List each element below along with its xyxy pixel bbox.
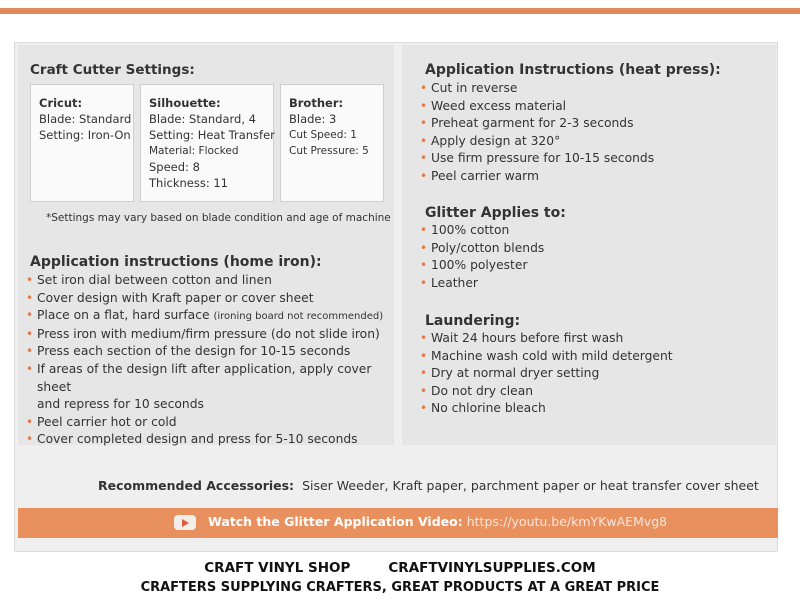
list-item: • No chlorine bleach (420, 400, 770, 418)
list-item-text: Place on a flat, hard surface (37, 308, 210, 323)
list-item: • Leather (420, 275, 770, 293)
list-item: • Use firm pressure for 10-15 seconds (420, 150, 770, 168)
list-item: • Do not dry clean (420, 383, 770, 401)
brother-line: Cut Pressure: 5 (289, 145, 369, 157)
list-item: • Cover completed design and press for 5-10 seconds (26, 431, 392, 449)
footer-site[interactable]: CRAFTVINYLSUPPLIES.COM (388, 560, 596, 576)
list-item (26, 307, 392, 326)
silhouette-line: Blade: Standard, 4 (149, 112, 256, 126)
silhouette-settings-box (140, 84, 274, 202)
list-item: • Press each section of the design for 10-15 seconds (26, 343, 392, 361)
recommended-accessories (98, 478, 759, 493)
brother-line: Cut Speed: 1 (289, 129, 357, 141)
silhouette-title: Silhouette: (149, 96, 221, 110)
heat-press-list (420, 80, 770, 186)
laundering-list (420, 330, 770, 418)
list-item-note: (ironing board not recommended) (213, 311, 384, 323)
glitter-heading: Glitter Applies to: (425, 205, 566, 221)
silhouette-line: Speed: 8 (149, 160, 200, 174)
video-label: Watch the Glitter Application Video: (208, 514, 463, 529)
list-item: • Set iron dial between cotton and linen (26, 272, 392, 290)
craft-cutter-heading: Craft Cutter Settings: (30, 62, 195, 78)
recommended-label: Recommended Accessories: (98, 478, 295, 493)
silhouette-line: Material: Flocked (149, 145, 239, 157)
video-bar (18, 508, 778, 538)
list-item: • Press iron with medium/firm pressure (do not slide iron) (26, 326, 392, 344)
video-link[interactable] (208, 514, 667, 529)
footer-tagline: CRAFTERS SUPPLYING CRAFTERS, GREAT PRODUCTS AT A GREAT PRICE (140, 580, 660, 595)
brother-title: Brother: (289, 96, 344, 110)
footer-shop-line (0, 560, 800, 576)
list-item: • Cut in reverse (420, 80, 770, 98)
recommended-text: Siser Weeder, Kraft paper, parchment paper or heat transfer cover sheet (302, 478, 759, 493)
top-stripe (0, 8, 800, 14)
home-iron-list (26, 272, 392, 449)
cricut-line: Blade: Standard (39, 112, 132, 126)
list-item: • Poly/cotton blends (420, 240, 770, 258)
cricut-line: Setting: Iron-On (39, 128, 131, 142)
list-item: • Apply design at 320° (420, 133, 770, 151)
list-item: • Weed excess material (420, 98, 770, 116)
list-item: • Preheat garment for 2-3 seconds (420, 115, 770, 133)
list-item-continuation: and repress for 10 seconds (37, 397, 204, 412)
list-item: • Cover design with Kraft paper or cover sheet (26, 290, 392, 308)
brother-line: Blade: 3 (289, 112, 337, 126)
cricut-settings-box (30, 84, 134, 202)
list-item: • Machine wash cold with mild detergent (420, 348, 770, 366)
cricut-title: Cricut: (39, 96, 83, 110)
silhouette-line: Setting: Heat Transfer (149, 128, 275, 142)
laundering-heading: Laundering: (425, 313, 521, 329)
list-item (26, 361, 392, 414)
list-item: • 100% polyester (420, 257, 770, 275)
list-item: • Peel carrier hot or cold (26, 414, 392, 432)
home-iron-heading: Application instructions (home iron): (30, 254, 322, 270)
youtube-play-icon[interactable] (174, 515, 196, 530)
settings-note: *Settings may vary based on blade condition and age of machine (46, 212, 391, 224)
list-item-text: If areas of the design lift after application, apply cover sheet (37, 361, 372, 394)
list-item: • Peel carrier warm (420, 168, 770, 186)
list-item: • Dry at normal dryer setting (420, 365, 770, 383)
list-item: • 100% cotton (420, 222, 770, 240)
brother-settings-box (280, 84, 384, 202)
list-item: • Wait 24 hours before first wash (420, 330, 770, 348)
video-url[interactable]: https://youtu.be/kmYKwAEMvg8 (466, 514, 668, 529)
glitter-list (420, 222, 770, 292)
silhouette-line: Thickness: 11 (149, 176, 229, 190)
heat-press-heading: Application Instructions (heat press): (425, 62, 721, 78)
footer-shop: CRAFT VINYL SHOP (204, 560, 351, 576)
